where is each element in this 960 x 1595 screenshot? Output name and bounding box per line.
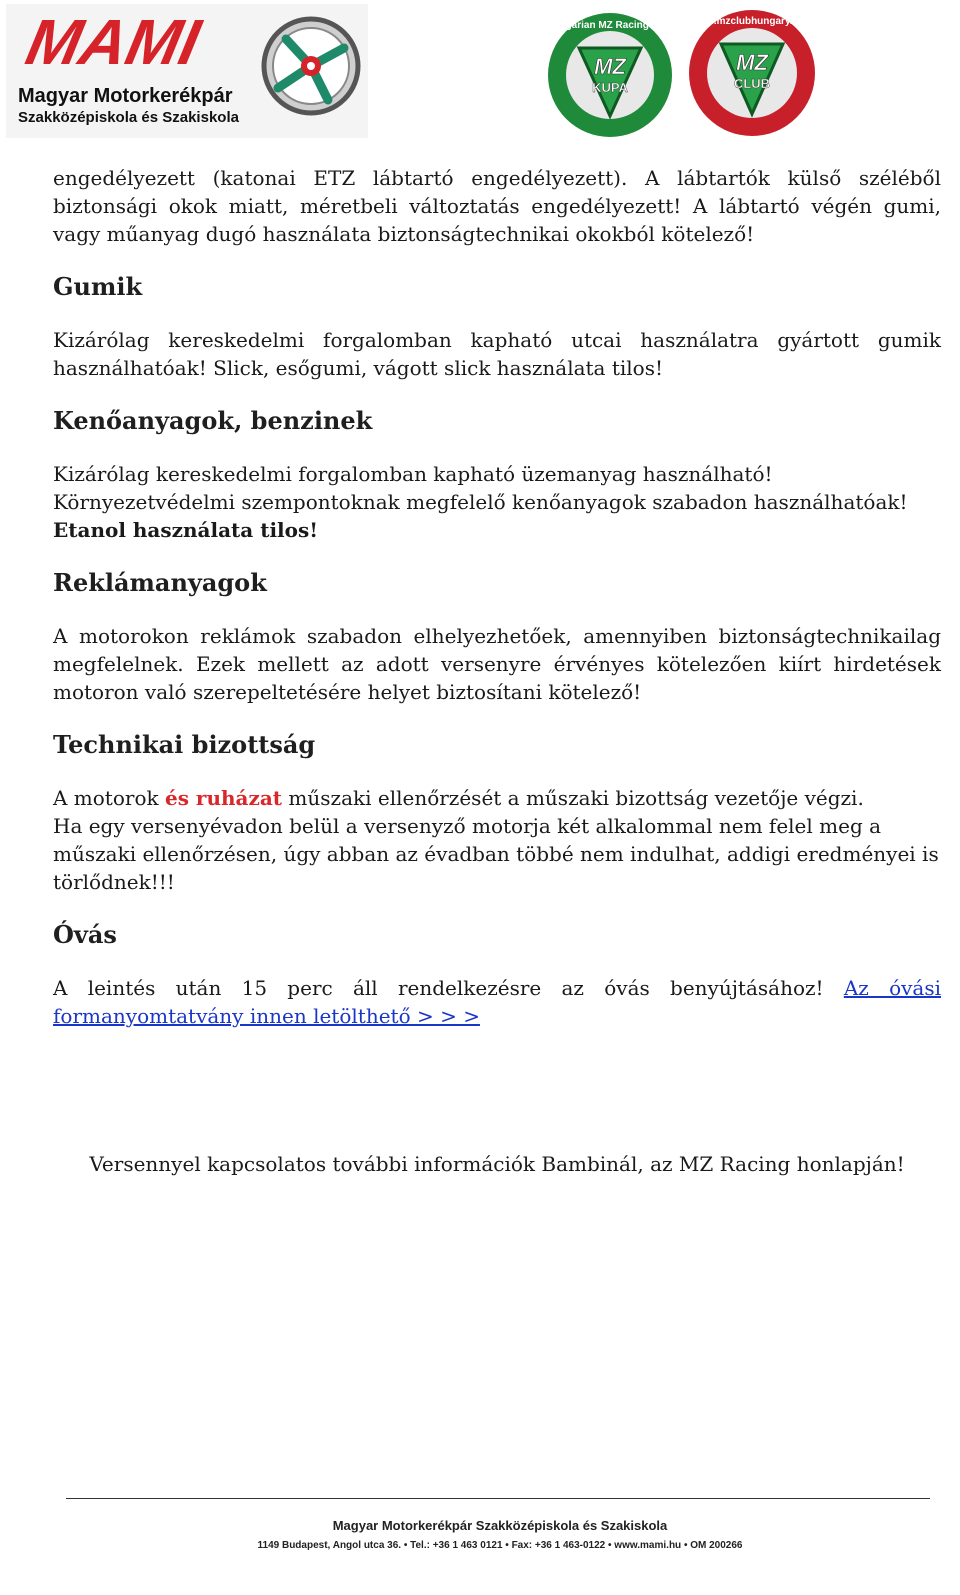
page-footer (0, 1480, 960, 1595)
kenoanyagok-line3: Etanol használata tilos! (53, 518, 319, 542)
mz-club-ring-text: www.mzclubhungary.com (690, 16, 814, 27)
footer-address: 1149 Budapest, Angol utca 36. • Tel.: +36 1 463 0121 • Fax: +36 1 463-0122 • www.mami.hu • OM 200266 (257, 1540, 743, 1551)
heading-technikai-bizottsag: Technikai bizottság (53, 730, 316, 759)
technikai-line1-post: műszaki ellenőrzését a műszaki bizottság vezetője végzi. (282, 786, 864, 810)
ovas-form-download-link[interactable]: Az óvási formanyomtatvány innen letölthető > > > (53, 976, 941, 1028)
intro-paragraph: engedélyezett (katonai ETZ lábtartó engedélyezett). A lábtartók külső széléből biztonsági okok miatt, méretbeli változtatás engedélyezett! A lábtartó végén gumi, vagy műanyag dugó használata biztonságtechnikai okokból kötelező! (53, 166, 941, 246)
mami-logo (6, 4, 368, 138)
heading-gumik: Gumik (53, 272, 143, 301)
mami-logo-line2: Szakközépiskola és Szakiskola (18, 109, 239, 126)
mz-kupa-ring-text: Hungarian MZ Racing Club (546, 20, 674, 31)
mami-logo-wordmark: MAMI (20, 5, 207, 78)
mz-club-logo (685, 6, 820, 141)
ovas-text: A leintés után 15 perc áll rendelkezésre az óvás benyújtásához! (53, 976, 844, 1000)
ovas-paragraph (53, 974, 941, 1030)
footer-divider (66, 1498, 930, 1499)
footer-school-name: Magyar Motorkerékpár Szakközépiskola és Szakiskola (332, 1518, 668, 1533)
mz-kupa-logo-mark: MZ (594, 54, 626, 79)
kenoanyagok-line1: Kizárólag kereskedelmi forgalomban kapható üzemanyag használható! (53, 462, 773, 486)
wheel-icon (264, 19, 358, 113)
document-body (53, 164, 941, 1030)
technikai-block (53, 784, 941, 896)
heading-ovas: Óvás (53, 920, 117, 949)
mami-logo-line1: Magyar Motorkerékpár (18, 85, 233, 107)
technikai-paragraph2: Ha egy versenyévadon belül a versenyző motorja két alkalommal nem felel meg a műszaki ellenőrzésen, úgy abban az évadban többé nem indulhat, addigi eredményei is törlődnek!!! (53, 814, 939, 894)
technikai-emphasis: és ruházat (164, 786, 283, 810)
technikai-line1 (53, 784, 941, 812)
info-line: Versennyel kapcsolatos további információk Bambinál, az MZ Racing honlapján! (89, 1152, 905, 1176)
reklam-paragraph: A motorokon reklámok szabadon elhelyezhetőek, amennyiben biztonságtechnikailag megfelelnek. Ezek mellett az adott versenyre érvényes kötelezően kiírt hirdetések motoron való szerepeltetésére helyet biztosítani kötelező! (53, 624, 941, 704)
kenoanyagok-line2: Környezetvédelmi szempontoknak megfelelő kenőanyagok szabadon használhatóak! (53, 490, 908, 514)
gumik-paragraph: Kizárólag kereskedelmi forgalomban kapható utcai használatra gyártott gumik használhatóak! Slick, esőgumi, vágott slick használata tilos! (53, 328, 941, 380)
heading-reklamanyagok: Reklámanyagok (53, 568, 267, 597)
mz-kupa-logo (545, 8, 675, 143)
mz-club-logo-sub: CLUB (733, 76, 771, 91)
kenoanyagok-block (53, 460, 941, 544)
mz-club-logo-mark: MZ (736, 50, 768, 75)
technikai-line1-pre: A motorok (53, 786, 165, 810)
page-header (0, 0, 960, 145)
heading-kenoanyagok: Kenőanyagok, benzinek (53, 406, 373, 435)
mz-kupa-logo-sub: KUPA (592, 80, 628, 95)
